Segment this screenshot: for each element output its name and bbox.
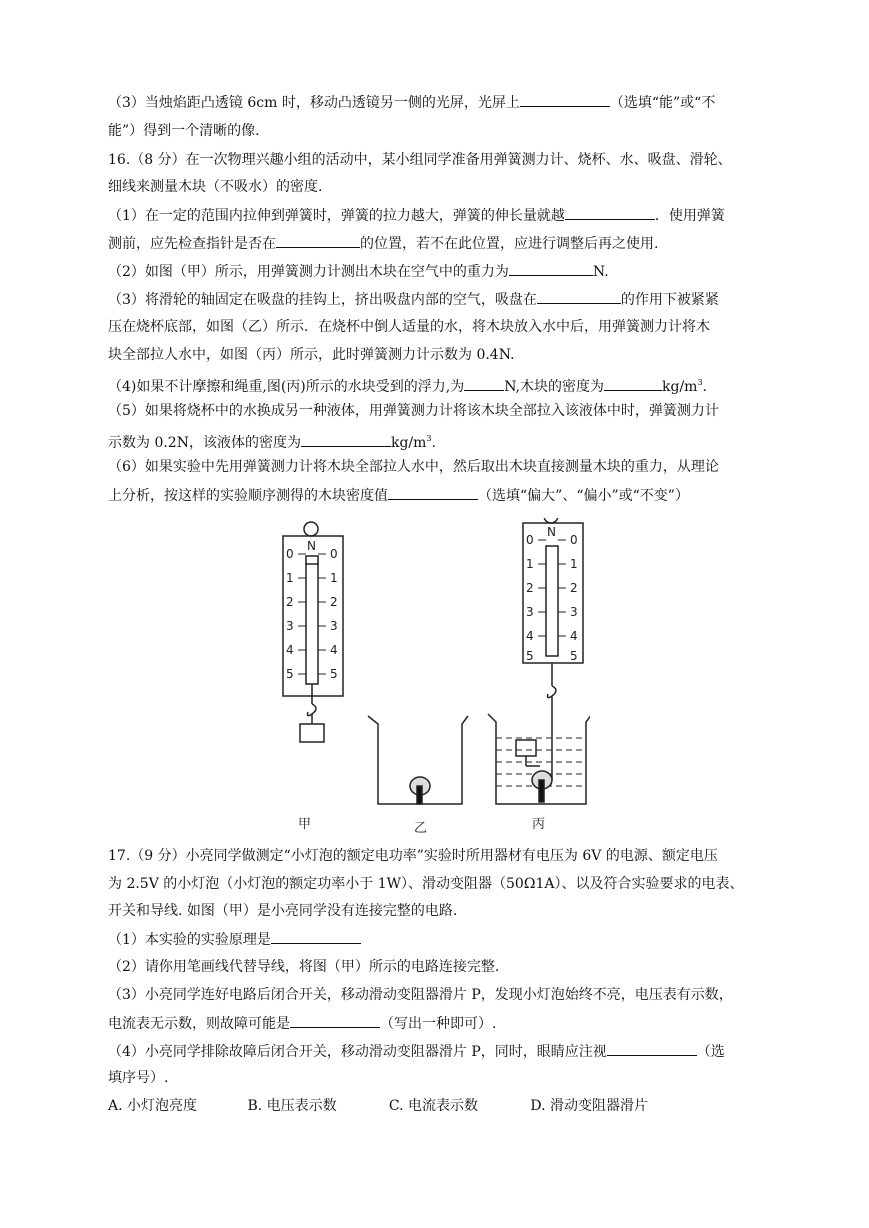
caption-bing: 丙 [532, 817, 546, 832]
answer-blank[interactable] [301, 432, 391, 447]
spring-scale-figure [270, 518, 590, 836]
q17-intro-line3: 开关和导线. 如图（甲）是小亮同学没有连接完整的电路. [108, 903, 458, 919]
caption-jia: 甲 [298, 817, 312, 832]
q16-part5-line1: （5）如果将烧杯中的水换成另一种液体，用弹簧测力计将该木块全部拉入该液体中时，弹簧测力计 [108, 403, 719, 419]
q16-part2: （2）如图（甲）所示，用弹簧测力计测出木块在空气中的重力为 N. [108, 261, 609, 282]
scale-label: 4 [330, 643, 338, 657]
answer-blank[interactable] [520, 92, 610, 107]
caption-yi: 乙 [414, 821, 428, 836]
scale-label: 2 [330, 595, 338, 609]
scale-label: 2 [286, 595, 294, 609]
scale-label: 1 [330, 571, 338, 585]
scale-label: 2 [570, 581, 578, 595]
option-c[interactable]: C. 电流表示数 [388, 1098, 479, 1114]
answer-blank[interactable] [290, 1013, 380, 1028]
scale-label: 0 [286, 547, 294, 561]
answer-blank[interactable] [607, 1041, 697, 1056]
q17-intro-line1: 17.（9 分）小亮同学做测定“小灯泡的额定电功率”实验时所用器材有电压为 6V 的电源、额定电压 [108, 848, 718, 864]
scale-label: 1 [570, 557, 578, 571]
q17-part4-line2: 填序号）. [108, 1070, 169, 1086]
scale-label: 0 [526, 533, 534, 547]
answer-blank[interactable] [464, 376, 504, 391]
scale-label: 4 [570, 629, 578, 643]
q16-intro-line2: 细线来测量木块（不吸水）的密度. [108, 179, 323, 195]
scale-label: 4 [286, 643, 294, 657]
answer-blank[interactable] [271, 929, 361, 944]
q16-part6-line2: 上分析，按这样的实验顺序测得的木块密度值 （选填“偏大”、“偏小”或“不变”） [108, 485, 689, 506]
beaker-yi [368, 716, 468, 804]
scale-label: 3 [570, 605, 578, 619]
scale-label: 5 [570, 649, 578, 663]
q17-part4-line1: （4）小亮同学排除故障后闭合开关，移动滑动变阻器滑片 P，同时，眼睛应注视 （选 [108, 1041, 725, 1062]
scale-label: 0 [570, 533, 578, 547]
scale-label: 1 [286, 571, 294, 585]
q17-part3-line2: 电流表无示数，则故障可能是 （写出一种即可）. [108, 1013, 496, 1034]
option-b[interactable]: B. 电压表示数 [247, 1098, 337, 1114]
q16-part5-line2: 示数为 0.2N，该液体的密度为 $kg/m^3$. [108, 434, 436, 451]
q16-part6-line1: （6）如果实验中先用弹簧测力计将木块全部拉人水中，然后取出木块直接测量木块的重力，从理论 [108, 459, 719, 475]
option-d[interactable]: D. 滑动变阻器滑片 [530, 1098, 648, 1114]
q15-part3-line1: （3）当烛焰距凸透镜 6cm 时，移动凸透镜另一侧的光屏，光屏上 （选填“能”或“不 [108, 92, 715, 113]
scale-label: 5 [330, 667, 338, 681]
answer-blank[interactable] [604, 376, 662, 391]
q16-intro-line1: 16.（8 分）在一次物理兴趣小组的活动中，某小组同学准备用弹簧测力计、烧杯、水、吸盘、滑轮、 [108, 152, 732, 168]
scale-unit-label: N [547, 525, 556, 539]
scale-label: 3 [330, 619, 338, 633]
q17-part1: （1）本实验的实验原理是 [108, 929, 361, 950]
scale-label: 0 [330, 547, 338, 561]
q16-part3-line3: 块全部拉人水中，如图（丙）所示，此时弹簧测力计示数为 0.4N. [108, 347, 515, 363]
scale-label: 2 [526, 581, 534, 595]
q17-intro-line2: 为 2.5V 的小灯泡（小灯泡的额定功率小于 1W）、滑动变阻器（50Ω1A）、以及符合实验要求的电表、 [108, 876, 744, 892]
q17-part2: （2）请你用笔画线代替导线，将图（甲）所示的电路连接完整. [108, 959, 500, 975]
scale-label: 3 [286, 619, 294, 633]
answer-blank[interactable] [388, 485, 478, 500]
scale-label: 5 [526, 649, 534, 663]
beaker-bing [488, 714, 590, 804]
scale-label: 5 [286, 667, 294, 681]
option-a[interactable]: A. 小灯泡亮度 [108, 1098, 198, 1114]
scale-label: 4 [526, 629, 534, 643]
q16-part1-line2: 测前，应先检查指针是否在 的位置，若不在此位置，应进行调整后再之使用. [108, 233, 658, 254]
q16-part4: （4)如果不计摩擦和绳重,图(丙)所示的水块受到的浮力,为 N,木块的密度为 $kg/m^3$. [108, 378, 707, 395]
answer-blank[interactable] [537, 289, 621, 304]
answer-blank[interactable] [565, 205, 655, 220]
q17-options [108, 1096, 648, 1116]
q16-part3-line2: 压在烧杯底部，如图（乙）所示．在烧杯中倒人适量的水，将木块放入水中后，用弹簧测力计将木 [108, 319, 710, 335]
scale-unit-label: N [307, 539, 316, 553]
answer-blank[interactable] [276, 233, 360, 248]
q16-part3-line1: （3）将滑轮的轴固定在吸盘的挂钩上，挤出吸盘内部的空气，吸盘在 的作用下被紧紧 [108, 289, 719, 310]
q16-part1-line1: （1）在一定的范围内拉伸到弹簧时，弹簧的拉力越大，弹簧的伸长量就越 ．使用弹簧 [108, 205, 725, 226]
scale-label: 3 [526, 605, 534, 619]
scale-label: 1 [526, 557, 534, 571]
answer-blank[interactable] [509, 261, 593, 276]
q17-part3-line1: （3）小亮同学连好电路后闭合开关，移动滑动变阻器滑片 P，发现小灯泡始终不亮，电压表有示数， [108, 987, 733, 1003]
q15-part3-line2: 能”）得到一个清晰的像. [108, 123, 260, 139]
